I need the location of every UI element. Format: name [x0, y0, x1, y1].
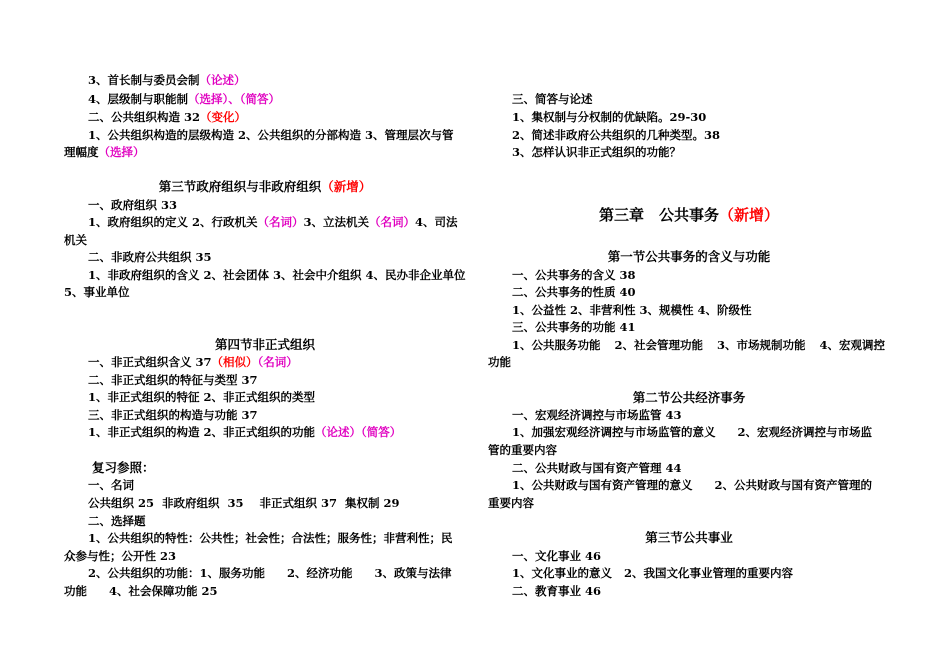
line-pa-meaning: 一、公共事务的含义 38: [512, 268, 636, 282]
line-pa-function-items: 1、公共服务功能 2、社会管理功能 3、市场规制功能 4、宏观调控: [512, 338, 886, 352]
line-gov-org-items-cont: 机关: [64, 233, 87, 247]
line-ngo-items: 1、非政府组织的含义 2、社会团体 3、社会中介组织 4、民办非企业单位: [88, 268, 466, 282]
line-org-structure: 二、公共组织构造 32（变化）: [88, 110, 247, 124]
line-pa-function-items-cont: 功能: [488, 355, 511, 369]
tag-term: （名词）: [257, 355, 298, 369]
line-ngo: 二、非政府公共组织 35: [88, 250, 212, 264]
section-heading-3-public: 第三节公共事业: [645, 530, 733, 545]
line-ngo-items-cont: 5、事业单位: [64, 285, 130, 299]
chapter-title: 第三章 公共事务（新增）: [598, 206, 780, 224]
line-hierarchy-system: 4、层级制与职能制（选择）、（简答）: [88, 92, 281, 106]
tag-new: （新增）: [719, 206, 780, 224]
line-finance-items: 1、公共财政与国有资产管理的意义 2、公共财政与国有资产管理的: [512, 478, 873, 492]
tag-choice: （选择）: [98, 145, 145, 159]
line-chief-system: 3、首长制与委员会制（论述）: [88, 73, 246, 87]
section-heading-2: 第二节公共经济事务: [632, 390, 746, 405]
tag-changed: （变化）: [200, 110, 247, 124]
section-heading-4: 第四节非正式组织: [214, 337, 315, 352]
line-macro-items-cont: 管的重要内容: [488, 443, 557, 457]
line-pa-function: 三、公共事务的功能 41: [512, 320, 636, 334]
line-choice-q2: 2、公共组织的功能：1、服务功能 2、经济功能 3、政策与法律: [88, 566, 452, 580]
line-finance: 二、公共财政与国有资产管理 44: [512, 461, 682, 475]
line-education: 二、教育事业 46: [512, 584, 602, 598]
line-finance-items-cont: 重要内容: [488, 496, 534, 510]
tag-short-answer: （简答）: [361, 425, 402, 439]
line-q3: 3、怎样认识非正式组织的功能？: [512, 145, 681, 159]
line-pa-nature-items: 1、公益性 2、非营利性 3、规模性 4、阶级性: [512, 303, 752, 317]
line-informal-structure-items: 1、非正式组织的构造 2、非正式组织的功能（论述）（简答）: [88, 425, 402, 439]
line-macro: 一、宏观经济调控与市场监管 43: [512, 408, 682, 422]
tag-essay: （论述）: [315, 425, 362, 439]
line-pa-nature: 二、公共事务的性质 40: [512, 285, 636, 299]
line-culture: 一、文化事业 46: [512, 549, 602, 563]
line-gov-org-items: 1、政府组织的定义 2、行政机关（名词）3、立法机关（名词）4、司法: [88, 215, 458, 229]
line-terms: 一、名词: [88, 478, 134, 492]
line-structure-items-cont: 理幅度（选择）: [64, 145, 145, 159]
line-q2: 2、简述非政府公共组织的几种类型。38: [512, 128, 721, 142]
section-heading-3: 第三节政府组织与非政府组织（新增）: [158, 179, 372, 194]
tag-new: （新增）: [321, 179, 372, 194]
tag-short-answer: （简答）: [239, 92, 281, 106]
line-q1: 1、集权制与分权制的优缺陷。29-30: [512, 110, 707, 124]
line-informal-features: 二、非正式组织的特征与类型 37: [88, 373, 258, 387]
line-informal-def: 一、非正式组织含义 37（相似）（名词）: [88, 355, 298, 369]
line-choice: 二、选择题: [88, 514, 146, 528]
line-informal-feature-items: 1、非正式组织的特征 2、非正式组织的类型: [88, 390, 316, 404]
review-heading: 复习参照：: [92, 460, 155, 475]
line-terms-list: 公共组织 25 非政府组织 35 非正式组织 37 集权制 29: [88, 496, 400, 510]
line-gov-org: 一、政府组织 33: [88, 198, 178, 212]
line-choice-q1: 1、公共组织的特性：公共性；社会性；合法性；服务性；非营利性；民: [88, 531, 453, 545]
tag-choice: （选择）: [188, 92, 229, 106]
line-structure-items: 1、公共组织构造的层级构造 2、公共组织的分部构造 3、管理层次与管: [88, 128, 454, 142]
line-informal-structure: 三、非正式组织的构造与功能 37: [88, 408, 258, 422]
line-short-essay: 三、简答与论述: [512, 92, 593, 106]
tag-similar: （相似）: [211, 355, 258, 369]
section-heading-1: 第一节公共事务的含义与功能: [607, 249, 771, 264]
line-choice-q2-cont: 功能 4、社会保障功能 25: [64, 584, 218, 598]
line-macro-items: 1、加强宏观经济调控与市场监管的意义 2、宏观经济调控与市场监: [512, 425, 873, 439]
line-culture-items: 1、文化事业的意义 2、我国文化事业管理的重要内容: [512, 566, 794, 580]
line-choice-q1-cont: 众参与性；公开性 23: [64, 549, 177, 563]
tag-essay: （论述）: [199, 73, 246, 87]
